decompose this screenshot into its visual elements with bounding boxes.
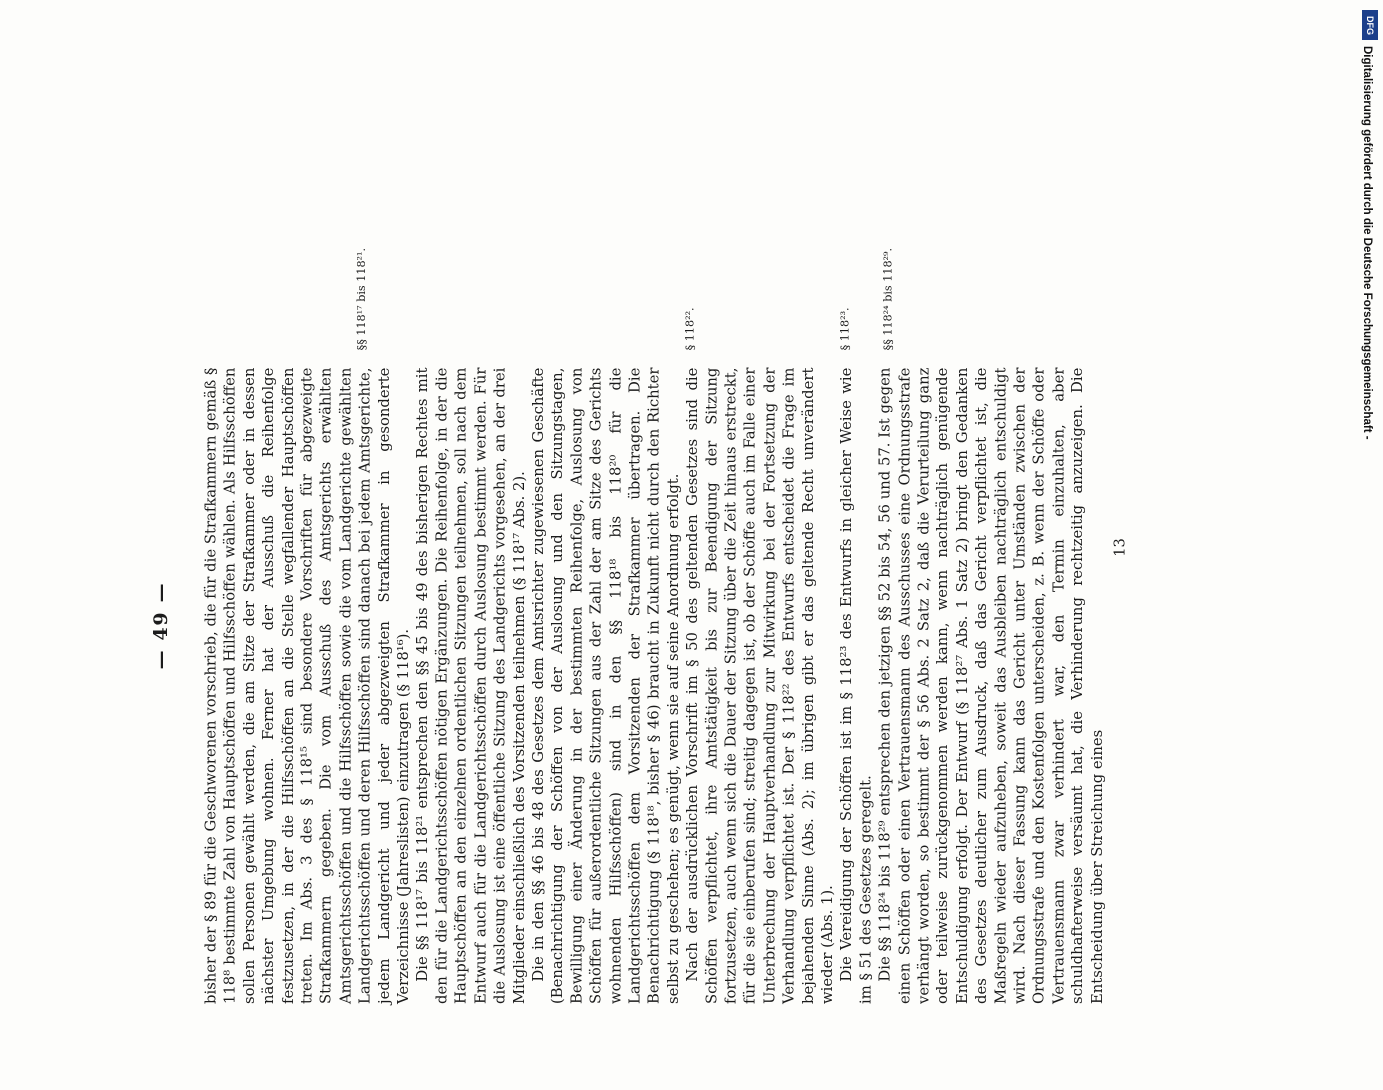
credit-text: Digitalisierung gefördert durch die Deutsche Forschungsgemeinschaft -: [1361, 46, 1373, 440]
margin-note-118-22: § 118²².: [684, 307, 697, 351]
paragraph-5: Die Vereidigung der Schöffen ist im § 118²³ des Entwurfs in gleicher Weise wie im § 51 des Gesetzes geregelt.: [838, 367, 875, 1004]
paragraph-1: bisher der § 89 für die Geschworenen vorschrieb, die für die Strafkammern gemäß § 118⁸ bestimmte Zahl von Hauptschöffen und Hilfsschöffen wählen. Als Hilfsschöffen sollen Personen gewählt werden, die am Sitze der Strafkammer oder in dessen nächster Umgebung wohnen. Ferner hat der Ausschuß die Reihenfolge festzusetzen, in der die Hilfsschöffen an die Stelle wegfallender Hauptschöffen treten. Im Abs. 3 des § 118¹⁵ sind besondere Vorschriften für abgezweigte Strafkammern gegeben. Die vom Ausschuß des Amtsgerichts erwählten Amtsgerichtsschöffen und die Hilfsschöffen sowie die vom Landgerichte gewählten Landgerichtsschöffen und deren Hilfsschöffen sind danach bei jedem Amtsgerichte, jedem Landgericht und jeder abgezweigten Strafkammer in gesonderte Verzeichnisse (Jahreslisten) einzutragen (§ 118¹⁶).: [202, 367, 413, 1004]
signature-number: 13: [1111, 538, 1129, 557]
margin-note-118-24: §§ 118²⁴ bis 118²⁹.: [881, 247, 895, 351]
page-number: — 49 —: [150, 581, 173, 670]
margin-note-118-17: §§ 118¹⁷ bis 118²¹.: [355, 247, 369, 351]
document-sheet: [150, 230, 1130, 1090]
body-text: [202, 368, 1108, 1004]
digitization-credit: [1359, 6, 1381, 996]
paragraph-2: Die §§ 118¹⁷ bis 118²¹ entsprechen den §§ 45 bis 49 des bisherigen Rechtes mit den für die Landgerichtsschöffen nötigen Ergänzungen. Die Reihenfolge, in der die Hauptschöffen an den einzelnen ordentlichen Sitzungen teilnehmen, soll nach dem Entwurf auch für die Landgerichtsschöffen durch Auslosung bestimmt werden. Für die Auslosung ist eine öffentliche Sitzung des Landgerichts vorgesehen, an der drei Mitglieder einschließlich des Vorsitzenden teilnehmen (§ 118¹⁷ Abs. 2).: [414, 367, 528, 1004]
dfg-logo: DFG: [1362, 10, 1378, 40]
paragraph-6: Die §§ 118²⁴ bis 118²⁹ entsprechen den jetzigen §§ 52 bis 54, 56 und 57. Ist gegen einen Schöffen oder einen Vertrauensmann des Ausschusses eine Ordnungsstrafe verhängt worden, so bestimmt der § 56 Abs. 2 Satz 2, daß die Verurteilung ganz oder teilweise zurückgenommen werden kann, wenn nachträglich genügende Entschuldigung erfolgt. Der Entwurf (§ 118²⁷ Abs. 1 Satz 2) bringt den Gedanken des Gesetzes deutlicher zum Ausdruck, daß das Gericht verpflichtet ist, die Maßregeln wieder aufzuheben, soweit das Ausbleiben nachträglich entschuldigt wird. Nach dieser Fassung kann das Gericht unter Umständen zwischen der Ordnungsstrafe und den Kostenfolgen unterscheiden, z. B. wenn der Schöffe oder Vertrauensmann zwar verhindert war, den Termin einzuhalten, aber schuldhafterweise versäumt hat, die Verhinderung rechtzeitig anzuzeigen. Die Entscheidung über Streichung eines: [876, 367, 1107, 1004]
paragraph-3: Die in den §§ 46 bis 48 des Gesetzes dem Amtsrichter zugewiesenen Geschäfte (Benachrichtigung der Schöffen von der Auslosung und den Sitzungstagen, Bewilligung einer Änderung in der bestimmten Reihenfolge, Auslosung von Schöffen für außerordentliche Sitzungen aus der Zahl der am Sitze des Gerichts wohnenden Hilfsschöffen) sind in den §§ 118¹⁸ bis 118²⁰ für die Landgerichtsschöffen dem Vorsitzenden der Strafkammer übertragen. Die Benachrichtigung (§ 118¹⁸, bisher § 46) braucht in Zukunft nicht durch den Richter selbst zu geschehen; es genügt, wenn sie auf seine Anordnung erfolgt.: [530, 367, 683, 1004]
paragraph-4: Nach der ausdrücklichen Vorschrift im § 50 des geltenden Gesetzes sind die Schöffen verpflichtet, ihre Amtstätigkeit bis zur Beendigung der Sitzung fortzusetzen, auch wenn sich die Dauer der Sitzung über die Zeit hinaus erstreckt, für die sie einberufen sind; streitig dagegen ist, ob der Schöffe auch im Falle einer Unterbrechung der Hauptverhandlung zur Mitwirkung bei der Fortsetzung der Verhandlung verpflichtet ist. Der § 118²² des Entwurfs entscheidet die Frage im bejahenden Sinne (Abs. 2); im übrigen gibt er das geltende Recht unverändert wieder (Abs. 1).: [684, 367, 837, 1004]
rotated-page: [150, 230, 1129, 1090]
margin-note-118-23: § 118²³.: [838, 307, 852, 351]
